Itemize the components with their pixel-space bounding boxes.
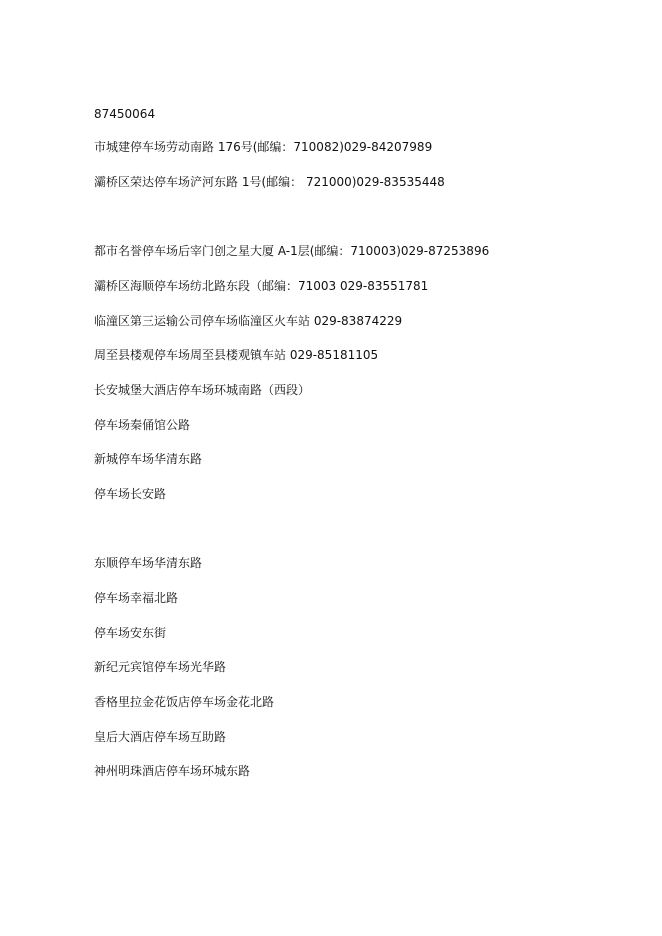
text-line-4: 都市名誉停车场后宰门创之星大厦 A-1层(邮编：710003)029-87253896 [94, 244, 490, 258]
text-line-7: 周至县楼观停车场周至县楼观镇车站 029-85181105 [94, 348, 379, 362]
text-line-5: 灞桥区海顺停车场纺北路东段（邮编：71003 029-83551781 [94, 279, 429, 293]
text-line-12: 东顺停车场华清东路 [94, 556, 203, 570]
text-line-1: 87450064 [94, 107, 156, 121]
text-line-8: 长安城堡大酒店停车场环城南路（西段） [94, 383, 311, 397]
text-line-18: 神州明珠酒店停车场环城东路 [94, 764, 251, 778]
text-line-6: 临潼区第三运输公司停车场临潼区火车站 029-83874229 [94, 314, 403, 328]
text-line-13: 停车场幸福北路 [94, 591, 179, 605]
text-line-10: 新城停车场华清东路 [94, 452, 203, 466]
text-line-2: 市城建停车场劳动南路 176号(邮编：710082)029-84207989 [94, 140, 433, 154]
text-line-9: 停车场秦俑馆公路 [94, 418, 191, 432]
text-line-15: 新纪元宾馆停车场光华路 [94, 660, 227, 674]
text-line-17: 皇后大酒店停车场互助路 [94, 730, 227, 744]
text-line-16: 香格里拉金花饭店停车场金花北路 [94, 695, 275, 709]
text-line-11: 停车场长安路 [94, 487, 167, 501]
text-line-14: 停车场安东街 [94, 626, 167, 640]
text-line-3: 灞桥区荣达停车场浐河东路 1号(邮编： 721000)029-83535448 [94, 175, 445, 189]
